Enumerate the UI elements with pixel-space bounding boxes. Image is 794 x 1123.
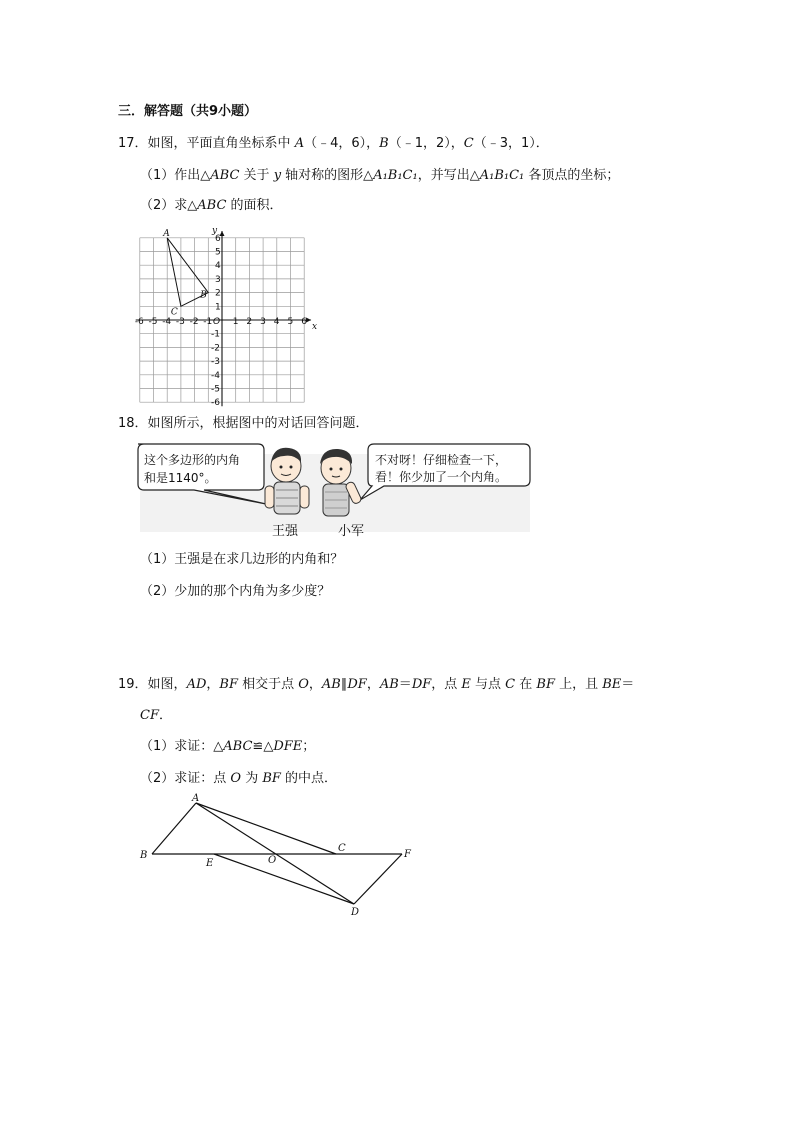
q18-sub2: （2）少加的那个内角为多少度？ [140, 584, 331, 599]
y-tick-label: 5 [215, 247, 221, 258]
q18-sub1: （1）王强是在求几边形的内角和？ [140, 552, 344, 567]
x-tick-label: O [213, 317, 221, 327]
point-label-c: C [170, 307, 178, 318]
q18-stem: 18．如图所示，根据图中的对话回答问题． [118, 416, 369, 431]
q19-stem-line1: 19．如图，AD，BF 相交于点 O，AB∥DF，AB＝DF，点 E 与点 C 在 BF 上，且 BE＝ [118, 677, 635, 692]
segment-ac [196, 803, 336, 854]
x-tick-label: 3 [260, 317, 266, 327]
x-tick-label: 1 [232, 317, 239, 327]
label-e: E [206, 858, 214, 869]
y-tick-label: -1 [211, 329, 220, 340]
q17-stem: 17．如图，平面直角坐标系中 A（﹣4，6），B（﹣1，2），C（﹣3，1）． [118, 136, 549, 151]
y-tick-label: 6 [215, 233, 221, 244]
y-tick-label: -2 [211, 343, 220, 354]
label-a: A [192, 793, 200, 804]
point-label-a: A [163, 228, 170, 239]
segment-ab [152, 803, 196, 854]
x-tick-label: -4 [162, 317, 172, 327]
x-tick-label: -1 [203, 317, 213, 327]
section-header: 三．解答题（共9小题） [118, 104, 258, 119]
y-tick-label: -4 [211, 370, 220, 381]
segment-ed [214, 854, 354, 904]
q19-stem-line2: CF． [140, 708, 172, 723]
q17-sub1: （1）作出△ABC 关于 y 轴对称的图形△A₁B₁C₁，并写出△A₁B₁C₁ 各顶点的坐标； [140, 168, 620, 183]
q19-sub2: （2）求证：点 O 为 BF 的中点． [140, 771, 338, 786]
bubble-left-line2: 和是1140°。 [144, 471, 217, 485]
geometry-figure [136, 793, 426, 918]
y-axis-label: y [212, 225, 218, 236]
segment-df [354, 854, 402, 904]
y-tick-label: -3 [211, 357, 220, 368]
bubble-right-line1: 不对呀！仔细检查一下， [375, 453, 508, 467]
y-tick-label: 2 [215, 288, 221, 299]
q19-number: 19． [118, 677, 148, 692]
name-wangqiang: 王强 [272, 524, 299, 539]
name-xiaojun: 小军 [338, 524, 365, 539]
bubble-right-line2: 看！你少加了一个内角。 [375, 470, 508, 484]
q17-number: 17． [118, 136, 148, 151]
x-tick-label: -2 [189, 317, 199, 327]
label-o: O [268, 855, 277, 866]
label-f: F [404, 849, 411, 860]
y-tick-label: 1 [215, 302, 221, 313]
y-tick-label: -6 [211, 398, 220, 409]
label-d: D [351, 907, 360, 918]
label-b: B [140, 850, 148, 861]
y-tick-label: 3 [215, 274, 221, 285]
x-tick-label: -3 [175, 317, 185, 327]
x-tick-label: 4 [273, 317, 280, 327]
x-tick-label: 6 [301, 317, 307, 327]
coordinate-grid [134, 224, 340, 409]
q17-sub2: （2）求△ABC 的面积． [140, 198, 283, 213]
x-tick-label: 2 [246, 317, 253, 327]
y-tick-label: -5 [211, 384, 220, 395]
label-c: C [338, 843, 346, 854]
x-tick-label: 5 [287, 317, 294, 327]
q19-sub1: （1）求证：△ABC≌△DFE； [140, 739, 316, 754]
q18-number: 18． [118, 416, 148, 431]
x-tick-label: -6 [134, 317, 144, 327]
point-label-b: B [200, 290, 207, 301]
x-axis-label: x [312, 322, 318, 332]
y-tick-label: 4 [215, 261, 221, 272]
x-tick-label: -5 [148, 317, 158, 327]
bubble-left-line1: 这个多边形的内角 [144, 453, 241, 467]
